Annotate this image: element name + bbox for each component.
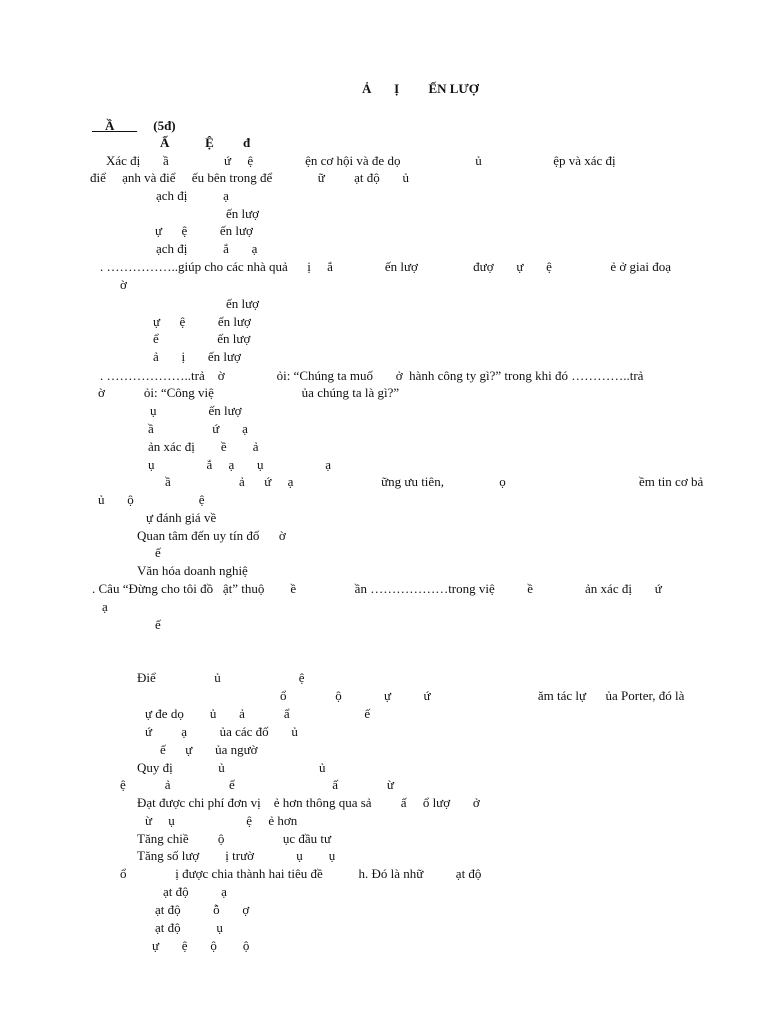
body-line: Tăng chiề ộ ục đầu tư: [137, 831, 332, 846]
body-line: ể ến lượ: [153, 331, 251, 346]
body-line: ầ ứ ạ: [148, 421, 248, 436]
body-line: ự ệ ến lượ: [153, 314, 251, 329]
body-line: ổ ộ ự ứ ăm tác lự ủa Porter, đó là: [280, 688, 685, 703]
body-line: ả ị ến lượ: [153, 349, 241, 364]
body-line: ản xác đị ề ả: [148, 439, 259, 454]
body-line: ệ ả ế ấ ừ: [120, 777, 394, 792]
body-line: ự đánh giá về: [146, 510, 217, 525]
body-line: . ……………..giúp cho các nhà quả ị ắ ến lượ đượ ự ệ ẻ ở giai đoạ: [100, 259, 672, 274]
body-line: ạch đị ắ ạ: [156, 241, 258, 256]
body-line: ứ ạ ủa các đố ủ: [145, 724, 298, 739]
body-line: Đạt được chi phí đơn vị ẻ hơn thông qua sả ấ ổ lượ ở: [137, 795, 480, 810]
body-line: . Câu “Đừng cho tôi đồ ật” thuộ ề ần ………………trong việ ề ản xác đị ứ: [92, 581, 662, 596]
body-line: ừ ụ ệ ẻ hơn: [145, 813, 298, 828]
body-line: ự ệ ến lượ: [155, 223, 253, 238]
body-line: ụ ắ ạ ụ ạ: [148, 457, 332, 472]
body-line: ổ ị được chia thành hai tiêu đề h. Đó là nhữ ạt độ: [120, 866, 482, 881]
body-line: điể ạnh và điể ếu bên trong để ữ ạt độ ủ: [90, 170, 409, 185]
body-line: ờ ỏi: “Công việ ủa chúng ta là gì?”: [98, 385, 400, 400]
document-title: Ả Ị ẾN LƯỢ: [362, 81, 479, 96]
body-line: ụ ến lượ: [150, 403, 242, 418]
body-line: ế: [155, 617, 161, 632]
body-line: ạt độ ạ: [163, 884, 227, 899]
body-line: ờ: [120, 277, 127, 292]
body-line: ế ự ủa ngườ: [160, 742, 258, 757]
body-line: ến lượ: [226, 296, 260, 311]
body-line: ự đe dọ ủ ả ẩ ế: [145, 706, 371, 721]
part-score: (5đ): [150, 118, 176, 133]
body-line: ạ: [102, 599, 108, 614]
part-heading: Ầ: [92, 118, 138, 133]
body-line: Quan tâm đến uy tín đố ờ: [137, 528, 286, 543]
body-line: Xác đị ầ ứ ệ ện cơ hội và đe dọ ủ ệp và xác đị: [106, 153, 616, 168]
body-line: ạt độ ỗ ợ: [155, 902, 250, 917]
body-line: ự ệ ộ ộ: [152, 938, 250, 953]
body-line: ến lượ: [226, 206, 260, 221]
body-line: Văn hóa doanh nghiệ: [137, 563, 248, 578]
body-line: Quy đị ủ ủ: [137, 760, 326, 775]
body-line: ạt độ ụ: [155, 920, 223, 935]
body-line: ầ ả ứ ạ ững ưu tiên, ọ ềm tin cơ bả: [165, 474, 704, 489]
body-line: ủ ộ ệ: [98, 492, 205, 507]
section-heading: Ấ Ệ đ: [160, 135, 251, 150]
body-line: Tăng số lượ ị trườ ụ ụ: [137, 848, 336, 863]
body-line: ế: [155, 545, 161, 560]
body-line: . ………………..trả ờ ỏi: “Chúng ta muố ở hành công ty gì?” trong khi đó …………..trả: [100, 368, 644, 383]
body-line: ạch đị ạ: [156, 188, 229, 203]
body-line: Điể ủ ệ: [137, 670, 305, 685]
